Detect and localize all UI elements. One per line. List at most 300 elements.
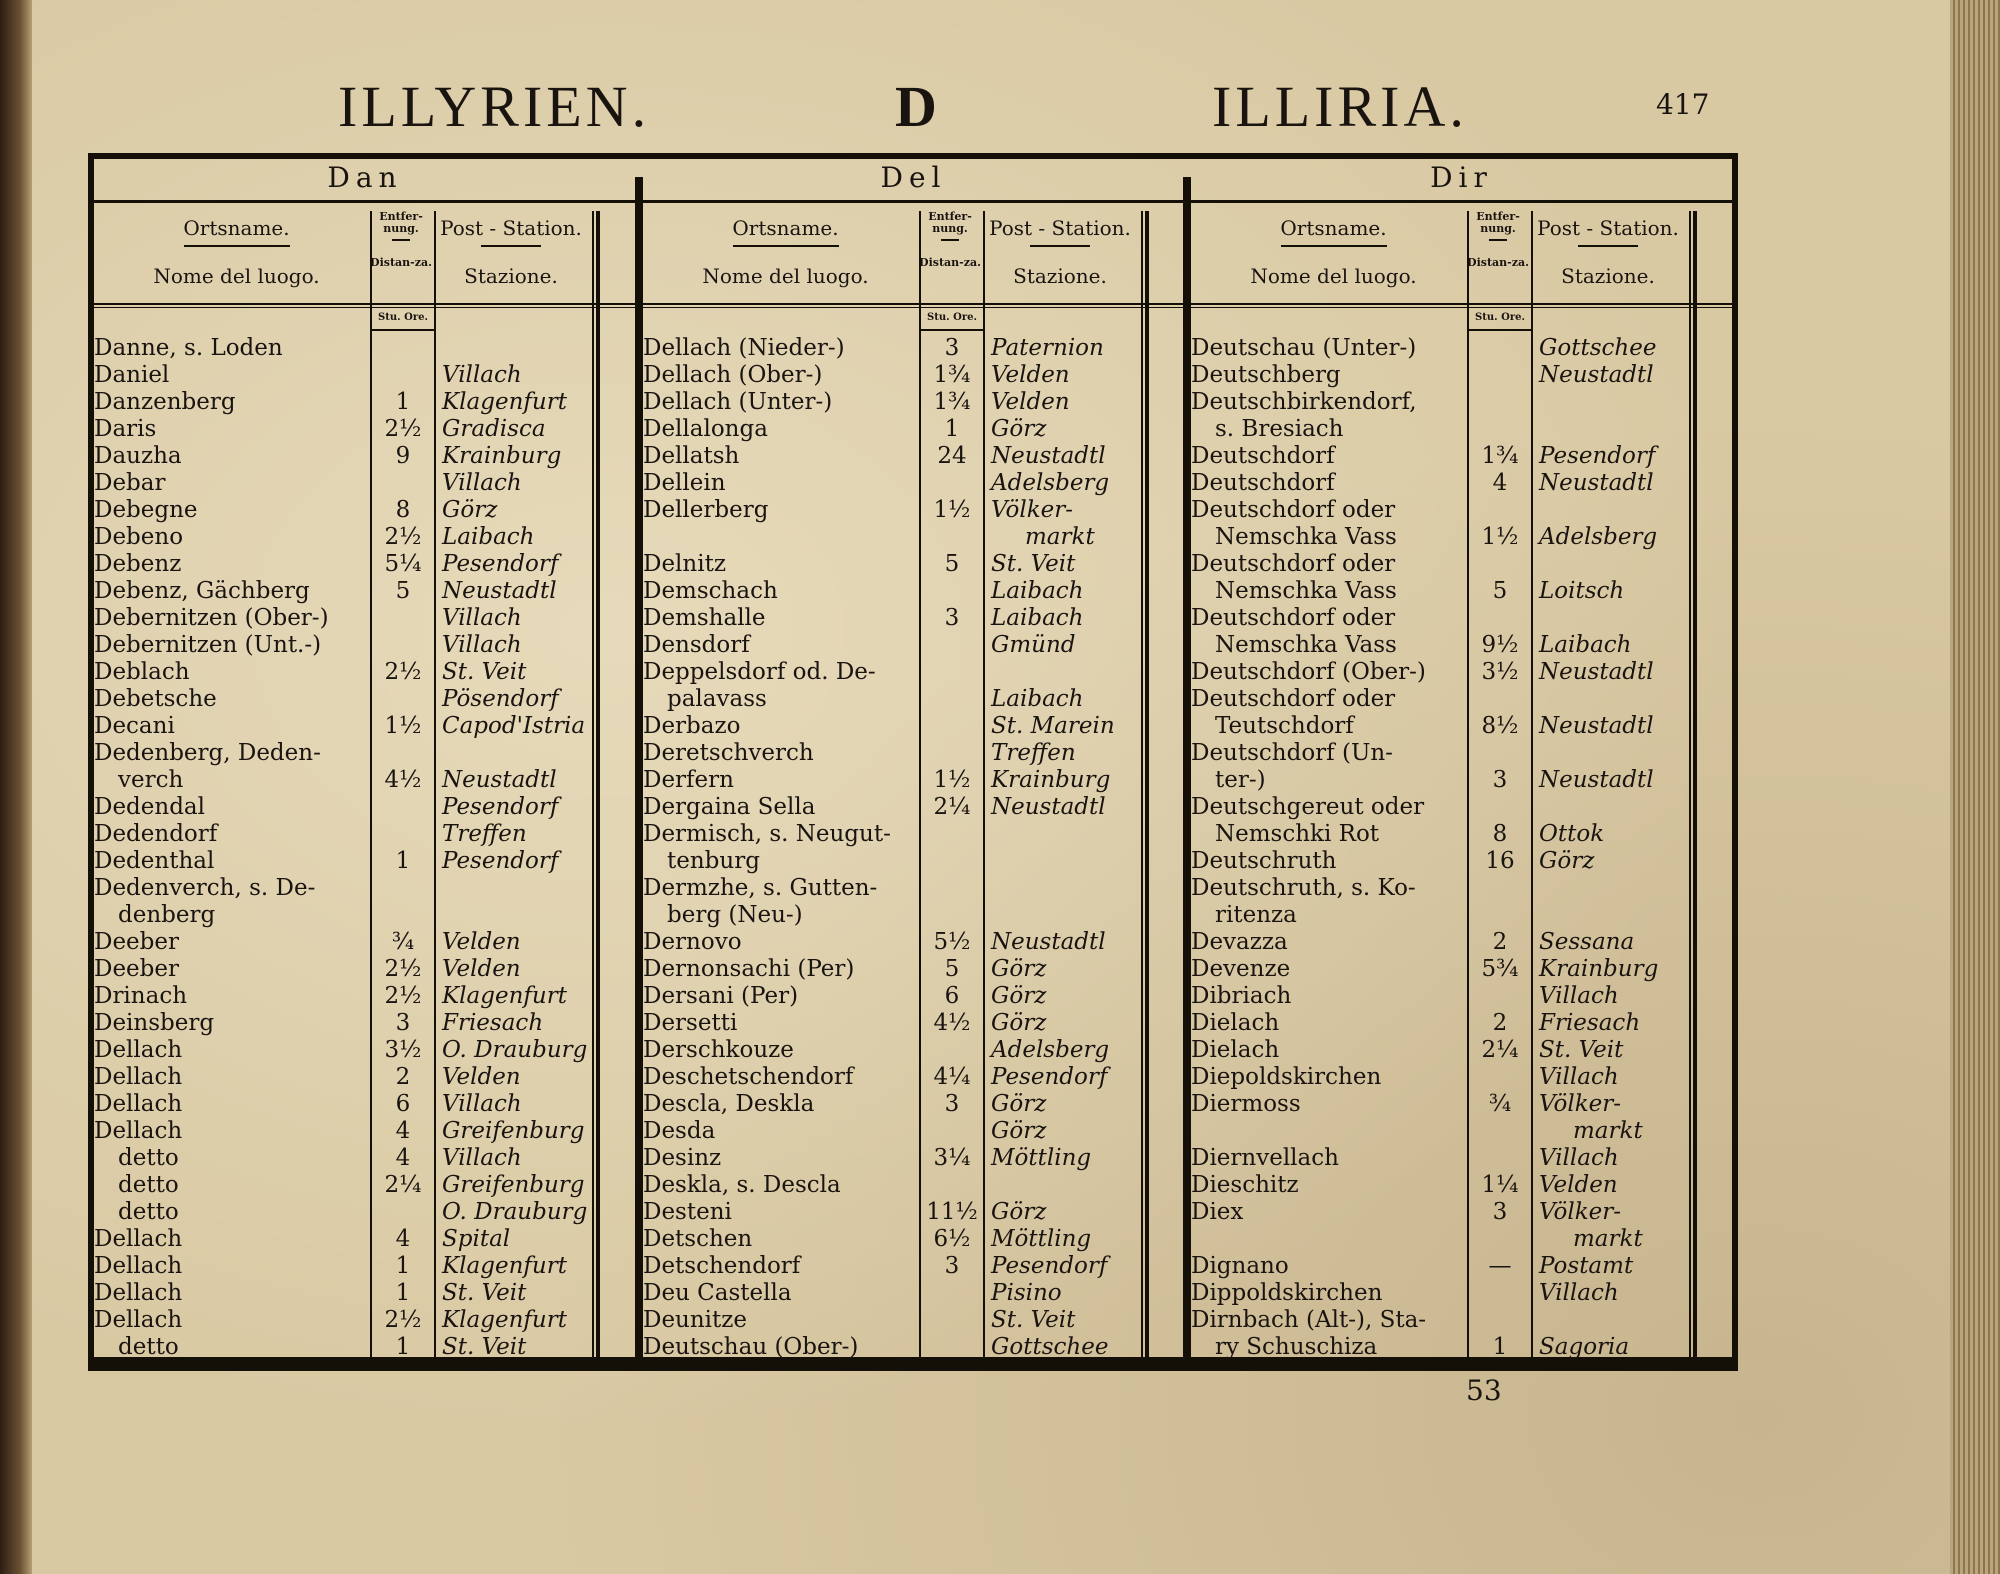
table-row	[94, 470, 596, 497]
place-name: Deutschdorf oder	[1191, 551, 1396, 577]
header-rule	[94, 307, 636, 308]
place-name: Danne, s. Loden	[94, 335, 283, 361]
table-row	[1191, 1253, 1693, 1280]
place-name: Deutschruth, s. Ko-	[1191, 875, 1416, 901]
table-row	[643, 335, 1145, 362]
place-name: Debernitzen (Unt.-)	[94, 632, 322, 658]
column-rule-thick	[1693, 211, 1697, 1357]
place-name: berg (Neu-)	[667, 902, 803, 928]
header-dash	[941, 239, 960, 241]
distance-value: 5	[1492, 578, 1508, 604]
place-name: verch	[118, 767, 184, 793]
column-header-name-italian: Nome del luogo.	[153, 264, 320, 288]
place-name: Debenz	[94, 551, 182, 577]
table-row	[1191, 470, 1693, 497]
post-station: O. Drauburg	[442, 1037, 588, 1063]
place-name: Derschkouze	[643, 1037, 794, 1063]
place-name: detto	[118, 1199, 179, 1225]
place-name: Dernonsachi (Per)	[643, 956, 855, 982]
post-station: Adelsberg	[1539, 524, 1658, 550]
table-row	[1191, 1037, 1693, 1064]
distance-value: 4½	[384, 767, 422, 793]
table-row	[1191, 1334, 1693, 1361]
distance-value: 1½	[933, 767, 971, 793]
table-row	[643, 1037, 1145, 1064]
place-name: Dielach	[1191, 1037, 1280, 1063]
post-station: Klagenfurt	[442, 389, 567, 415]
distance-value: ¾	[1488, 1091, 1512, 1117]
post-station: Görz	[991, 956, 1047, 982]
distance-value: 3	[944, 605, 960, 631]
place-name: Debeno	[94, 524, 184, 550]
header-dash	[1030, 245, 1090, 247]
table-row	[94, 335, 596, 362]
post-station: St. Veit	[442, 1334, 527, 1360]
post-station: Görz	[991, 1118, 1047, 1144]
place-name: Dellach	[94, 1280, 183, 1306]
table-row	[1191, 335, 1693, 362]
place-name: Dellein	[643, 470, 726, 496]
place-name: Dielach	[1191, 1010, 1280, 1036]
distance-value: 3¼	[933, 1145, 971, 1171]
post-station: Görz	[991, 1091, 1047, 1117]
post-station: markt	[1573, 1226, 1643, 1252]
place-name: Nemschka Vass	[1215, 578, 1397, 604]
place-name: Descla, Deskla	[643, 1091, 815, 1117]
header-rule	[643, 307, 1184, 308]
place-name: Deutschdorf	[1191, 443, 1335, 469]
table-row	[94, 632, 596, 659]
table-row	[94, 1037, 596, 1064]
distance-value: 3	[944, 1091, 960, 1117]
post-station: St. Veit	[442, 1280, 527, 1306]
table-row	[643, 1334, 1145, 1361]
table-row	[1191, 551, 1693, 578]
column-header-name	[104, 205, 369, 297]
table-row	[643, 416, 1145, 443]
table-row	[94, 1307, 596, 1334]
place-name: Dignano	[1191, 1253, 1289, 1279]
column-header-name-italian: Nome del luogo.	[702, 264, 869, 288]
header-rule	[1191, 307, 1732, 308]
table-row	[643, 389, 1145, 416]
place-name: Dellerberg	[643, 497, 769, 523]
place-name: Desteni	[643, 1199, 732, 1225]
post-station: Velden	[1539, 1172, 1618, 1198]
place-name: ry Schuschiza	[1215, 1334, 1378, 1360]
column-header-station-german: Post - Station.	[989, 216, 1131, 240]
distance-value: 16	[1485, 848, 1515, 874]
place-name: Deppelsdorf od. De-	[643, 659, 876, 685]
place-name: Deutschbirkendorf,	[1191, 389, 1417, 415]
place-name: Nemschka Vass	[1215, 632, 1397, 658]
distance-value: 5¼	[384, 551, 422, 577]
distance-value: 1	[395, 389, 411, 415]
place-name: Debenz, Gächberg	[94, 578, 310, 604]
header-rule	[94, 303, 636, 305]
post-station: Gottschee	[1539, 335, 1657, 361]
post-station: Möttling	[991, 1145, 1092, 1171]
column-header-station-german: Post - Station.	[440, 216, 582, 240]
place-name: Diermoss	[1191, 1091, 1301, 1117]
table-row	[94, 362, 596, 389]
column-header-name-italian: Nome del luogo.	[1250, 264, 1417, 288]
place-name: tenburg	[667, 848, 760, 874]
header-dash	[1281, 245, 1387, 247]
distance-value: 1½	[384, 713, 422, 739]
post-station: Neustadtl	[1539, 470, 1654, 496]
table-row	[1191, 1226, 1693, 1253]
place-name: Debetsche	[94, 686, 217, 712]
place-name: Danzenberg	[94, 389, 236, 415]
post-station: Greifenburg	[442, 1118, 585, 1144]
place-name: Deretschverch	[643, 740, 814, 766]
header-dash	[392, 239, 411, 241]
place-name: Diernvellach	[1191, 1145, 1339, 1171]
place-name: Daris	[94, 416, 157, 442]
post-station: Villach	[1539, 983, 1619, 1009]
post-station: Sagoria	[1539, 1334, 1630, 1360]
distance-value: 5¾	[1481, 956, 1519, 982]
distance-value: 4	[395, 1145, 411, 1171]
place-name: Debegne	[94, 497, 198, 523]
post-station: Villach	[442, 1091, 522, 1117]
column-rule-thick	[596, 211, 600, 1357]
table-row	[94, 659, 596, 686]
table-row	[1191, 578, 1693, 605]
post-station: St. Veit	[1539, 1037, 1624, 1063]
post-station: Laibach	[991, 605, 1084, 631]
table-row	[643, 875, 1145, 902]
table-row	[94, 1334, 596, 1361]
place-name: Dippoldskirchen	[1191, 1280, 1383, 1306]
table-row	[1191, 848, 1693, 875]
post-station: Neustadtl	[1539, 767, 1654, 793]
place-name: Diex	[1191, 1199, 1244, 1225]
place-name: Dellach	[94, 1091, 183, 1117]
place-name: Deutschdorf	[1191, 470, 1335, 496]
place-name: Dellach	[94, 1253, 183, 1279]
place-name: Daniel	[94, 362, 170, 388]
distance-value: 6½	[933, 1226, 971, 1252]
distance-value: 4½	[933, 1010, 971, 1036]
post-station: Ottok	[1539, 821, 1605, 847]
table-row	[1191, 1118, 1693, 1145]
column-header-station-italian: Stazione.	[1013, 264, 1107, 288]
distance-value: 2½	[384, 524, 422, 550]
place-name: Detschendorf	[643, 1253, 801, 1279]
table-row	[94, 902, 596, 929]
table-row	[1191, 983, 1693, 1010]
post-station: Villach	[442, 362, 522, 388]
column-header-station-german: Post - Station.	[1537, 216, 1679, 240]
table-row	[643, 497, 1145, 524]
column-header-distance	[370, 205, 432, 297]
column-header-distance	[1467, 205, 1529, 297]
post-station: markt	[1025, 524, 1095, 550]
header-title-italian: ILLIRIA.	[1212, 74, 1468, 139]
place-name: Deutschdorf oder	[1191, 686, 1396, 712]
table-row	[94, 443, 596, 470]
table-row	[1191, 362, 1693, 389]
post-station: Greifenburg	[442, 1172, 585, 1198]
place-name: Demschach	[643, 578, 778, 604]
distance-value: 3	[944, 1253, 960, 1279]
table-row	[94, 1280, 596, 1307]
header-letter: D	[895, 74, 941, 139]
table-row	[1191, 686, 1693, 713]
table-row	[643, 929, 1145, 956]
post-station: Villach	[442, 1145, 522, 1171]
distance-value: 8	[1492, 821, 1508, 847]
place-name: Densdorf	[643, 632, 750, 658]
distance-value: 4	[395, 1118, 411, 1144]
distance-value: 2¼	[933, 794, 971, 820]
distance-value: 1	[395, 1280, 411, 1306]
place-name: Debernitzen (Ober-)	[94, 605, 329, 631]
place-name: Deutschruth	[1191, 848, 1337, 874]
post-station: markt	[1573, 1118, 1643, 1144]
distance-value: 2¼	[1481, 1037, 1519, 1063]
header-dash	[733, 245, 839, 247]
table-row	[94, 956, 596, 983]
distance-value: 3½	[1481, 659, 1519, 685]
table-row	[94, 713, 596, 740]
place-name: Demshalle	[643, 605, 766, 631]
post-station: Postamt	[1539, 1253, 1634, 1279]
table-row	[94, 821, 596, 848]
place-name: Dellalonga	[643, 416, 768, 442]
post-station: St. Marein	[991, 713, 1115, 739]
distance-value: 2½	[384, 1307, 422, 1333]
post-station: Paternion	[991, 335, 1104, 361]
distance-value: 4¼	[933, 1064, 971, 1090]
section-title: Del	[880, 161, 947, 194]
place-name: Dellach (Nieder-)	[643, 335, 845, 361]
units-label: Stu. Ore.	[370, 309, 436, 331]
post-station: Capod'Istria	[442, 713, 586, 739]
post-station: Neustadtl	[442, 578, 557, 604]
table-row	[1191, 659, 1693, 686]
place-name: Deutschdorf (Ober-)	[1191, 659, 1426, 685]
place-name: detto	[118, 1172, 179, 1198]
table-row	[1191, 1199, 1693, 1226]
distance-value: 2	[1492, 929, 1508, 955]
distance-value: 1¾	[933, 362, 971, 388]
place-name: Dellach	[94, 1064, 183, 1090]
table-row	[643, 1172, 1145, 1199]
post-station: Krainburg	[442, 443, 562, 469]
post-station: Gradisca	[442, 416, 546, 442]
table-row	[94, 551, 596, 578]
place-name: Detschen	[643, 1226, 753, 1252]
column-header-name-german: Ortsname.	[183, 216, 290, 240]
page-edges	[1950, 0, 2000, 1574]
post-station: Velden	[991, 362, 1070, 388]
table-row	[1191, 1010, 1693, 1037]
table-row	[643, 794, 1145, 821]
table-row	[94, 524, 596, 551]
table-row	[1191, 956, 1693, 983]
place-name: Deunitze	[643, 1307, 748, 1333]
distance-value: 3	[944, 335, 960, 361]
post-station: Villach	[1539, 1064, 1619, 1090]
table-row	[1191, 632, 1693, 659]
table-row	[643, 767, 1145, 794]
place-name: Dellach (Ober-)	[643, 362, 823, 388]
section-divider	[635, 177, 643, 1357]
post-station: Krainburg	[991, 767, 1111, 793]
post-station: Friesach	[1539, 1010, 1641, 1036]
column-header-distance-italian: Distan-za.	[919, 256, 981, 269]
place-name: Dellach (Unter-)	[643, 389, 833, 415]
post-station: Neustadtl	[1539, 362, 1654, 388]
table-row	[94, 1145, 596, 1172]
table-row	[1191, 767, 1693, 794]
place-name: Nemschka Vass	[1215, 524, 1397, 550]
place-name: Dedendorf	[94, 821, 218, 847]
table-row	[1191, 1280, 1693, 1307]
table-row	[1191, 794, 1693, 821]
section-title-rule	[94, 200, 636, 203]
post-station: Völker-	[991, 497, 1074, 523]
distance-value: 6	[944, 983, 960, 1009]
place-name: palavass	[667, 686, 767, 712]
post-station: Gmünd	[991, 632, 1076, 658]
place-name: s. Bresiach	[1215, 416, 1344, 442]
section-title: Dir	[1430, 161, 1493, 194]
table-row	[643, 1091, 1145, 1118]
table-row	[643, 1307, 1145, 1334]
distance-value: 5½	[933, 929, 971, 955]
column-header-distance-german: Entfer-nung.	[1476, 210, 1520, 235]
table-row	[1191, 497, 1693, 524]
post-station: Villach	[442, 632, 522, 658]
post-station: Villach	[442, 470, 522, 496]
place-name: Deutschau (Ober-)	[643, 1334, 859, 1360]
post-station: Neustadtl	[991, 794, 1106, 820]
post-station: Görz	[991, 1199, 1047, 1225]
place-name: Dedenverch, s. De-	[94, 875, 316, 901]
table-row	[643, 686, 1145, 713]
table-row	[643, 578, 1145, 605]
post-station: Pösendorf	[442, 686, 559, 712]
post-station: Treffen	[442, 821, 527, 847]
place-name: Deschetschendorf	[643, 1064, 854, 1090]
distance-value: 2½	[384, 416, 422, 442]
table-row	[643, 956, 1145, 983]
place-name: Deblach	[94, 659, 190, 685]
post-station: Velden	[442, 956, 521, 982]
post-station: Krainburg	[1539, 956, 1659, 982]
table-row	[643, 740, 1145, 767]
table-row	[1191, 1064, 1693, 1091]
table-row	[94, 1199, 596, 1226]
post-station: Klagenfurt	[442, 1307, 567, 1333]
place-name: Devenze	[1191, 956, 1291, 982]
signature-number: 53	[1466, 1374, 1502, 1407]
place-name: Decani	[94, 713, 175, 739]
column-header-distance-german: Entfer-nung.	[379, 210, 423, 235]
place-name: Dedenthal	[94, 848, 215, 874]
post-station: Pesendorf	[991, 1064, 1108, 1090]
post-station: Neustadtl	[991, 929, 1106, 955]
table-row	[1191, 416, 1693, 443]
post-station: Adelsberg	[991, 470, 1110, 496]
post-station: Loitsch	[1539, 578, 1625, 604]
place-name: Dauzha	[94, 443, 182, 469]
distance-value: 2¼	[384, 1172, 422, 1198]
units-label: Stu. Ore.	[919, 309, 985, 331]
post-station: Velden	[442, 1064, 521, 1090]
table-row	[643, 524, 1145, 551]
column-header-station	[985, 205, 1135, 297]
table-row	[1191, 1091, 1693, 1118]
distance-value: 3	[1492, 1199, 1508, 1225]
place-name: Diepoldskirchen	[1191, 1064, 1382, 1090]
post-station: Völker-	[1539, 1091, 1622, 1117]
table-row	[94, 767, 596, 794]
distance-value: 11½	[926, 1199, 978, 1225]
place-name: Deeber	[94, 929, 179, 955]
post-station: Klagenfurt	[442, 983, 567, 1009]
table-row	[643, 821, 1145, 848]
column-header-name	[653, 205, 918, 297]
distance-value: 1	[395, 1253, 411, 1279]
post-station: Villach	[1539, 1280, 1619, 1306]
place-name: Dedendal	[94, 794, 205, 820]
place-name: Deutschau (Unter-)	[1191, 335, 1417, 361]
distance-value: 2½	[384, 956, 422, 982]
section-del	[643, 159, 1184, 1360]
table-row	[643, 1280, 1145, 1307]
post-station: Pesendorf	[1539, 443, 1656, 469]
column-header-name	[1201, 205, 1466, 297]
place-name: Deutschberg	[1191, 362, 1341, 388]
column-header-station	[1533, 205, 1683, 297]
place-name: Teutschdorf	[1215, 713, 1354, 739]
column-header-name-german: Ortsname.	[1280, 216, 1387, 240]
distance-value: 2	[1492, 1010, 1508, 1036]
table-row	[643, 632, 1145, 659]
table-row	[643, 659, 1145, 686]
post-station: Pesendorf	[442, 848, 559, 874]
distance-value: 8½	[1481, 713, 1519, 739]
place-name: Deinsberg	[94, 1010, 215, 1036]
place-name: Dellach	[94, 1118, 183, 1144]
post-station: Gottschee	[991, 1334, 1109, 1360]
table-row	[643, 1064, 1145, 1091]
table-row	[94, 1172, 596, 1199]
post-station: Treffen	[991, 740, 1076, 766]
post-station: Spital	[442, 1226, 511, 1252]
place-name: ter-)	[1215, 767, 1266, 793]
post-station: O. Drauburg	[442, 1199, 588, 1225]
post-station: Görz	[991, 1010, 1047, 1036]
section-dan	[94, 159, 636, 1360]
column-header-distance-italian: Distan-za.	[1467, 256, 1529, 269]
distance-value: 2	[395, 1064, 411, 1090]
table-row	[1191, 443, 1693, 470]
table-row	[1191, 902, 1693, 929]
distance-value: 1½	[1481, 524, 1519, 550]
header-dash	[184, 245, 290, 247]
post-station: Neustadtl	[991, 443, 1106, 469]
post-station: Neustadtl	[1539, 713, 1654, 739]
post-station: Neustadtl	[442, 767, 557, 793]
post-station: Görz	[991, 983, 1047, 1009]
place-name: Deeber	[94, 956, 179, 982]
